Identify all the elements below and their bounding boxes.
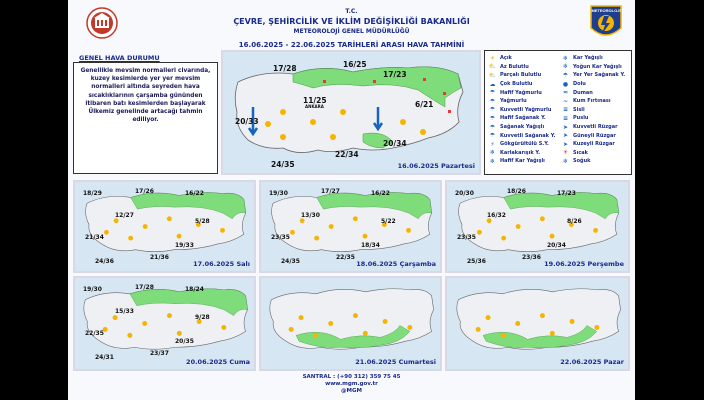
legend-label: Sıcak — [573, 149, 588, 156]
temp-label: 19/33 — [175, 242, 194, 249]
sun-icon — [314, 236, 319, 241]
temp-label: 16/22 — [185, 190, 204, 197]
temp-label: 17/23 — [383, 70, 407, 79]
legend-item — [561, 149, 625, 158]
temp-label: 24/36 — [95, 258, 114, 265]
weather-icon: ☂ — [562, 71, 569, 79]
header-tc: T.C. — [345, 8, 358, 15]
sun-icon — [476, 327, 481, 332]
legend-label: Duman — [573, 89, 593, 96]
weather-icon: ☂ — [489, 97, 496, 105]
general-weather-text: Genellikle mevsim normalleri civarında, kuzey kesimlerde yer yer mevsim normalleri altında seyreden hava sıcaklıklarının çarşamba gününden itibaren batı kesimlerden başlayarak Ülkemiz genelinde artacağı tahmin ediliyor. — [73, 62, 218, 174]
turkey-map — [261, 278, 440, 369]
weather-icon: ❄ — [489, 149, 496, 157]
map-date: 18.06.2025 Çarşamba — [356, 260, 436, 268]
city-label: ANKARA — [305, 104, 324, 109]
sun-icon — [407, 325, 412, 330]
legend-item — [488, 54, 555, 63]
weather-icon: ⛅ — [488, 63, 497, 71]
temp-label: 18/29 — [83, 190, 102, 197]
sun-icon — [594, 325, 599, 330]
sun-icon — [299, 315, 304, 320]
weather-icon: ~ — [562, 97, 569, 105]
temp-label: 9/28 — [195, 314, 210, 321]
sun-icon — [142, 321, 147, 326]
temp-label: 18/24 — [185, 286, 204, 293]
legend-label: Sağanak Yağışlı — [500, 124, 545, 131]
weather-icon: ≡ — [562, 114, 569, 122]
temp-label: 20/33 — [235, 117, 259, 126]
weather-icon: ☂ — [489, 123, 496, 131]
temp-label: 6/21 — [415, 100, 434, 109]
sun-icon — [220, 228, 225, 233]
sun-icon — [104, 230, 109, 235]
temp-label: 16/22 — [371, 190, 390, 197]
weather-icon: ⚡ — [490, 140, 495, 148]
temp-label: 15/33 — [115, 308, 134, 315]
temp-label: 24/35 — [281, 258, 300, 265]
temp-label: 22/35 — [85, 330, 104, 337]
temp-label: 17/26 — [135, 188, 154, 195]
sun-icon — [329, 224, 334, 229]
sun-icon — [167, 216, 172, 221]
temp-label: 23/35 — [271, 234, 290, 241]
sun-icon — [177, 234, 182, 239]
legend-item — [561, 88, 625, 97]
day-map — [73, 180, 256, 273]
sun-icon — [540, 313, 545, 318]
directorate-title: METEOROLOJİ GENEL MÜDÜRLÜĞÜ — [293, 28, 410, 35]
legend-item — [561, 106, 625, 115]
sun-icon — [516, 224, 521, 229]
legend-item — [561, 54, 625, 63]
legend-item — [561, 140, 625, 149]
temp-label: 24/35 — [271, 160, 295, 169]
temp-label: 18/34 — [361, 242, 380, 249]
sun-icon — [486, 315, 491, 320]
legend-column-right — [561, 54, 625, 166]
header — [68, 0, 635, 52]
legend-label: Sisli — [573, 106, 585, 113]
temp-label: 24/31 — [95, 354, 114, 361]
weather-icon: ❄ — [562, 54, 569, 62]
legend-label: Kum Fırtınası — [573, 98, 611, 105]
map-date: 19.06.2025 Perşembe — [544, 260, 624, 268]
general-weather-panel — [73, 50, 218, 175]
weather-icon: ❄ — [562, 157, 569, 165]
sun-icon — [406, 228, 411, 233]
legend-item — [488, 63, 555, 72]
sun-icon — [353, 313, 358, 318]
sun-icon — [128, 236, 133, 241]
legend-item — [488, 71, 555, 80]
sun-icon — [570, 319, 575, 324]
map-date: 20.06.2025 Cuma — [186, 358, 250, 366]
footer-phone: SANTRAL : (+90 312) 359 75 45 — [302, 374, 401, 380]
sun-icon — [221, 325, 226, 330]
legend-label: Soğuk — [573, 158, 591, 165]
weather-icon: ☂ — [489, 114, 496, 122]
sun-icon — [167, 313, 172, 318]
forecast-sheet — [68, 0, 635, 400]
map-date: 21.06.2025 Cumartesi — [355, 358, 436, 366]
temp-label: 12/27 — [115, 212, 134, 219]
day-map — [259, 180, 442, 273]
legend-label: Kar Yağışlı — [573, 55, 603, 62]
weather-icon: ➤ — [562, 140, 569, 148]
legend-item — [488, 114, 555, 123]
legend-label: Yer Yer Sağanak Y. — [573, 72, 626, 79]
temp-label: 17/23 — [557, 190, 576, 197]
legend-item — [488, 123, 555, 132]
sun-icon — [289, 327, 294, 332]
weather-icon: ≡ — [562, 106, 569, 114]
temp-label: 21/36 — [150, 254, 169, 261]
sun-icon — [487, 218, 492, 223]
legend-item — [488, 80, 555, 89]
temp-label: 21/34 — [85, 234, 104, 241]
weather-icon: ⛅ — [488, 71, 497, 79]
sun-icon — [593, 228, 598, 233]
legend-label: Güneyli Rüzgar — [573, 132, 616, 139]
weather-icon: ➤ — [562, 123, 569, 131]
weather-icon: ❄ — [562, 63, 569, 71]
ministry-title: ÇEVRE, ŞEHİRCİLİK VE İKLİM DEĞİŞİKLİĞİ BAKANLIĞI — [233, 17, 470, 26]
legend-item — [488, 157, 555, 166]
sun-icon — [113, 315, 118, 320]
legend-item — [488, 88, 555, 97]
legend-column-left — [488, 54, 555, 166]
legend-item — [561, 97, 625, 106]
sun-icon — [550, 331, 555, 336]
turkey-map — [447, 278, 628, 369]
weather-icon: ☂ — [489, 89, 496, 97]
temp-label: 19/30 — [269, 190, 288, 197]
temp-label: 11/25 — [303, 96, 327, 105]
temp-label: 25/36 — [467, 258, 486, 265]
weather-icon: ☀ — [562, 149, 569, 157]
temp-label: 13/30 — [301, 212, 320, 219]
temp-label: 5/22 — [381, 218, 396, 225]
legend-panel — [484, 50, 632, 175]
footer — [68, 374, 635, 395]
legend-label: Kuvvetli Rüzgar — [573, 124, 618, 131]
weather-icon: ☂ — [489, 106, 496, 114]
forecast-range: 16.06.2025 - 22.06.2025 TARİHLERİ ARASI HAVA TAHMİNİ — [238, 41, 465, 49]
map-date: 16.06.2025 Pazartesi — [397, 162, 475, 170]
legend-item — [561, 123, 625, 132]
temp-label: 23/35 — [457, 234, 476, 241]
legend-label: Hafif Kar Yağışlı — [500, 158, 545, 165]
legend-label: Hafif Sağanak Y. — [500, 115, 546, 122]
legend-label: Açık — [500, 55, 512, 62]
weather-icon: ☁ — [489, 80, 496, 88]
legend-item — [561, 80, 625, 89]
legend-label: Dolu — [573, 81, 586, 88]
temp-label: 22/34 — [335, 150, 359, 159]
temp-label: 16/32 — [487, 212, 506, 219]
sun-icon — [500, 333, 505, 338]
legend-item — [561, 114, 625, 123]
sun-icon — [143, 224, 148, 229]
temp-label: 20/34 — [383, 139, 407, 148]
mgm-logo — [589, 4, 623, 42]
ministry-crest-logo — [86, 5, 118, 43]
footer-social[interactable]: @MGM — [341, 388, 362, 394]
weather-icon: ☂ — [489, 132, 496, 140]
legend-item — [488, 106, 555, 115]
temp-label: 17/28 — [135, 284, 154, 291]
sun-icon — [515, 321, 520, 326]
temp-label: 19/30 — [83, 286, 102, 293]
temp-label: 23/37 — [150, 350, 169, 357]
sun-icon — [353, 216, 358, 221]
weather-icon: ☀ — [489, 54, 496, 62]
day-map — [259, 276, 442, 371]
temp-label: 8/26 — [567, 218, 582, 225]
legend-label: Hafif Yağmurlu — [500, 89, 542, 96]
temp-label: 5/28 — [195, 218, 210, 225]
sun-icon — [477, 230, 482, 235]
legend-label: Kuvvetli Sağanak Y. — [500, 132, 556, 139]
weather-icon: ❄ — [489, 157, 496, 165]
legend-label: Çok Bulutlu — [500, 81, 533, 88]
general-weather-title: GENEL HAVA DURUMU — [79, 54, 160, 62]
temp-label: 18/26 — [507, 188, 526, 195]
sun-icon — [114, 218, 119, 223]
weather-icon: ➤ — [562, 132, 569, 140]
legend-item — [488, 97, 555, 106]
legend-label: Yoğun Kar Yağışlı — [573, 63, 622, 70]
sun-icon — [313, 333, 318, 338]
temp-label: 20/35 — [175, 338, 194, 345]
temp-label: 16/25 — [343, 60, 367, 69]
legend-label: Kuzeyli Rüzgar — [573, 141, 615, 148]
day-map — [445, 180, 630, 273]
temp-label: 20/34 — [547, 242, 566, 249]
map-date: 17.06.2025 Salı — [193, 260, 250, 268]
sun-icon — [177, 331, 182, 336]
footer-web[interactable]: www.mgm.gov.tr — [325, 381, 378, 387]
weather-icon: ● — [562, 80, 569, 88]
main-map-monday — [221, 50, 481, 175]
svg-text:METEOROLOJİ: METEOROLOJİ — [591, 8, 621, 13]
sun-icon — [540, 216, 545, 221]
legend-item — [488, 131, 555, 140]
weather-icon: ≈ — [562, 89, 569, 97]
temp-label: 22/35 — [336, 254, 355, 261]
day-map — [445, 276, 630, 371]
legend-label: Gökgürültülü S.Y. — [500, 141, 549, 148]
legend-item — [488, 149, 555, 158]
temp-label: 17/27 — [321, 188, 340, 195]
sun-icon — [127, 333, 132, 338]
sun-icon — [363, 234, 368, 239]
temp-label: 20/30 — [455, 190, 474, 197]
legend-label: Kuvvetli Yağmurlu — [500, 106, 552, 113]
legend-item — [561, 131, 625, 140]
map-date: 22.06.2025 Pazar — [560, 358, 624, 366]
sun-icon — [300, 218, 305, 223]
legend-item — [561, 63, 625, 72]
temp-label: 17/28 — [273, 64, 297, 73]
day-map — [73, 276, 256, 371]
legend-item — [488, 140, 555, 149]
sun-icon — [501, 236, 506, 241]
legend-label: Az Bulutlu — [500, 63, 529, 70]
legend-label: Puslu — [573, 115, 589, 122]
sun-icon — [290, 230, 295, 235]
legend-label: Karlakarışık Y. — [500, 149, 541, 156]
sun-icon — [550, 234, 555, 239]
sun-icon — [363, 331, 368, 336]
legend-item — [561, 71, 625, 80]
legend-item — [561, 157, 625, 166]
legend-label: Yağmurlu — [500, 98, 527, 105]
legend-label: Parçalı Bulutlu — [500, 72, 542, 79]
sun-icon — [328, 321, 333, 326]
temp-label: 23/36 — [522, 254, 541, 261]
sun-icon — [383, 319, 388, 324]
